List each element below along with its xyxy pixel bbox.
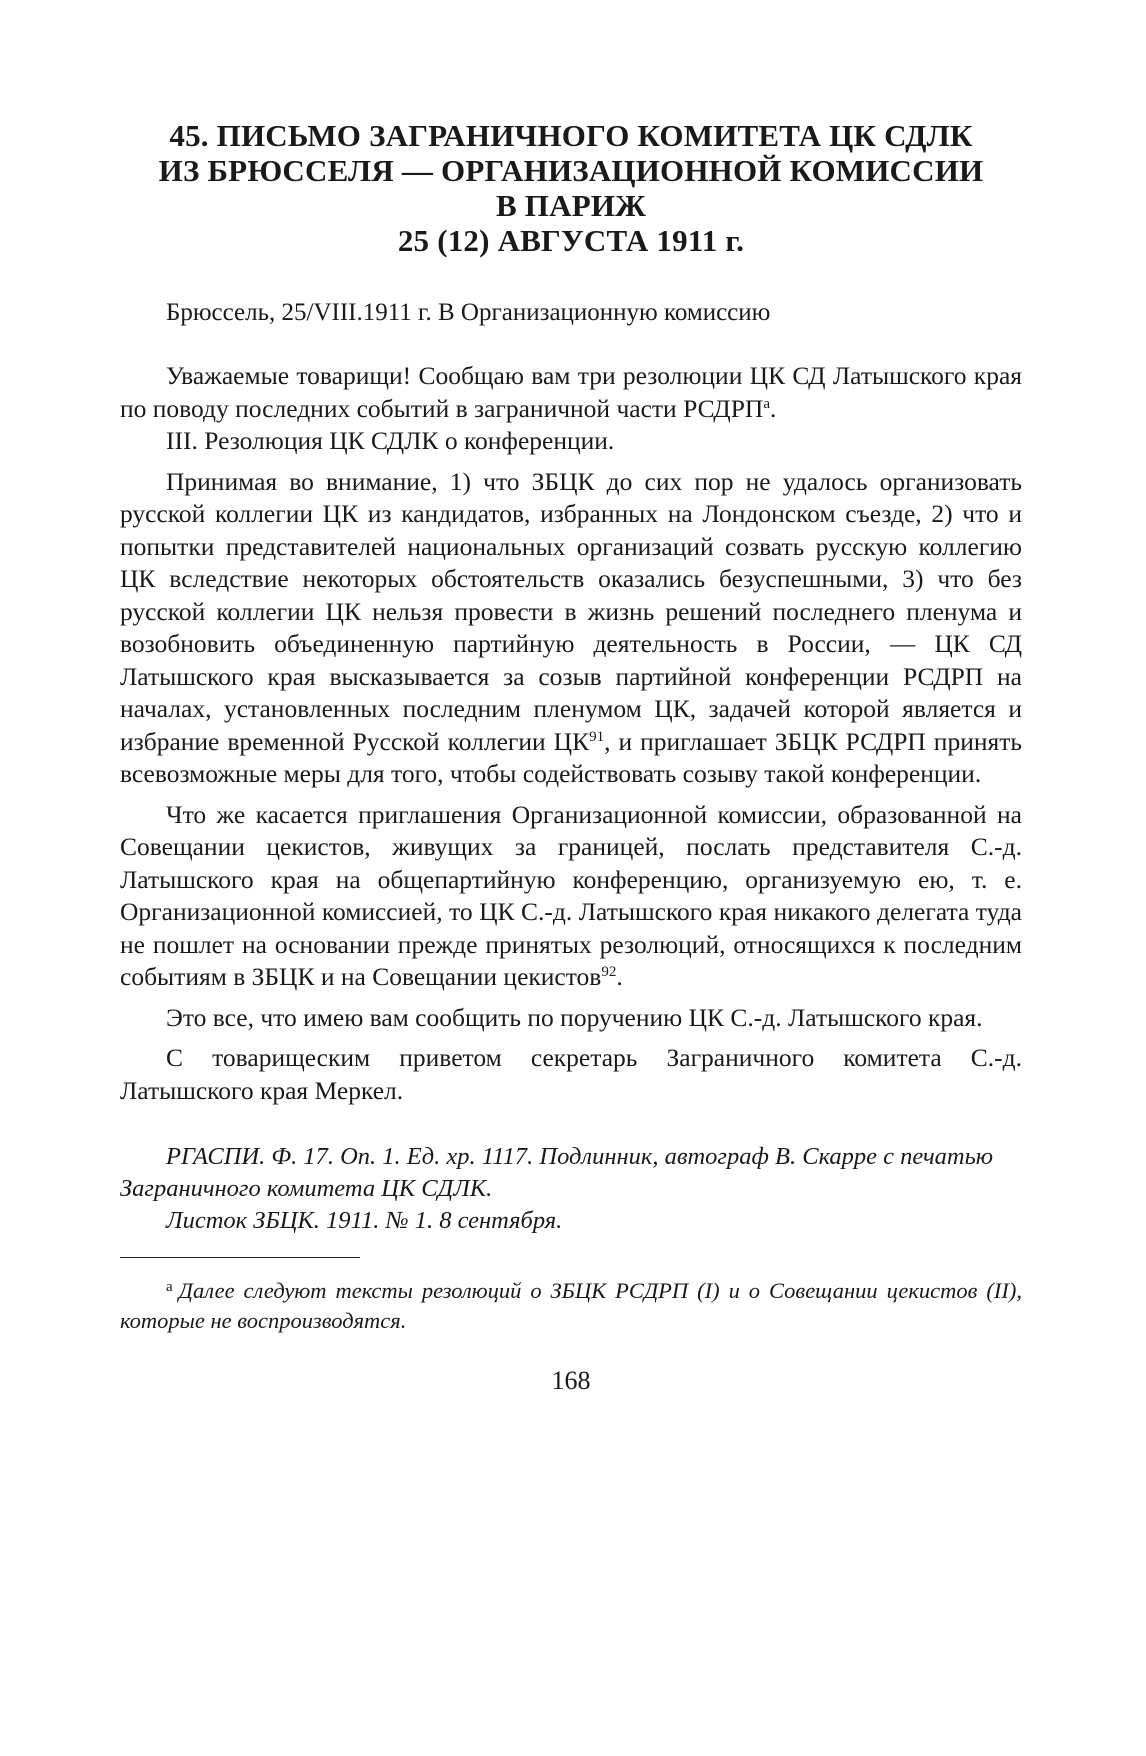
footnote-text: Далее следуют тексты резолюций о ЗБЦК РСДРП (I) и о Совещании цекистов (II), которые не воспроизводятся.	[120, 1278, 1022, 1333]
footnote	[120, 1276, 1022, 1336]
title-line: В ПАРИЖ	[495, 188, 647, 223]
archival-source	[120, 1141, 1022, 1237]
source-line: Листок ЗБЦК. 1911. № 1. 8 сентября.	[166, 1207, 563, 1234]
paragraph: III. Резолюция ЦК СДЛК о конференции.	[166, 426, 615, 455]
footnote-divider	[120, 1257, 360, 1258]
paragraph	[120, 799, 1022, 994]
paragraph: Это все, что имею вам сообщить по поручению ЦК С.-д. Латышского края.	[166, 1002, 983, 1032]
title-line: 25 (12) АВГУСТА 1911 г.	[397, 223, 745, 258]
title-line: ИЗ БРЮССЕЛЯ — ОРГАНИЗАЦИОННОЙ КОМИССИИ	[158, 153, 984, 188]
letter-body	[120, 360, 1022, 1107]
page-number: 168	[551, 1366, 591, 1395]
source-line: РГАСПИ. Ф. 17. Оп. 1. Ед. хр. 1117. Подлинник, автограф В. Скарре с печатью Заграничного комитета ЦК СДЛК.	[120, 1143, 994, 1202]
paragraph-text: , и приглашает ЗБЦК РСДРП принять всевозможные меры для того, чтобы содействовать созыву такой конференции.	[120, 726, 1023, 788]
document-page	[120, 118, 1022, 1396]
document-title	[120, 118, 1022, 258]
paragraph-text: Что же касается приглашения Организационной комиссии, образованной на Совещании цекистов, живущих за границей, послать представителя С.-д. Латышского края на общепартийную конференцию, организуемую ею, т. е. Организационной комиссией, то ЦК С.-д. Латышского края никакого делегата туда не пошлет на основании прежде принятых резолюций, относящихся к последним событиям в ЗБЦК и на Совещании цекистов	[120, 799, 1022, 991]
paragraph: С товарищеским приветом секретарь Заграничного комитета С.-д. Латышского края Меркел.	[120, 1043, 1022, 1105]
paragraph-punct: .	[769, 393, 777, 423]
note-reference[interactable]: 91	[589, 728, 605, 745]
dateline: Брюссель, 25/VIII.1911 г. В Организационную комиссию	[166, 299, 771, 326]
note-reference[interactable]: 92	[601, 964, 617, 980]
footnote-marker[interactable]: а	[763, 395, 770, 412]
paragraph	[120, 466, 1022, 791]
footnote-mark: а	[166, 1279, 173, 1295]
title-line: 45. ПИСЬМО ЗАГРАНИЧНОГО КОМИТЕТА ЦК СДЛК	[169, 118, 973, 153]
paragraph-punct: .	[616, 962, 623, 991]
paragraph-text: Принимая во внимание, 1) что ЗБЦК до сих пор не удалось организовать русской коллегии ЦК из кандидатов, избранных на Лондонском съезде, 2) что и попытки представителей национальных организаций созвать русскую коллегию ЦК вследствие некоторых обстоятельств оказались безуспешными, 3) что без русской коллегии ЦК нельзя провести в жизнь решений последнего пленума и возобновить объединенную партийную деятельность в России, — ЦК СД Латышского края высказывается за созыв партийной конференции РСДРП на началах, установленных последним пленумом ЦК, задачей которой является и избрание временной Русской коллегии ЦК	[120, 466, 1022, 756]
paragraph-text: Уважаемые товарищи! Сообщаю вам три резолюции ЦК СД Латышского края по поводу последних событий в заграничной части РСДРП	[120, 361, 1022, 423]
paragraph	[120, 360, 1022, 425]
